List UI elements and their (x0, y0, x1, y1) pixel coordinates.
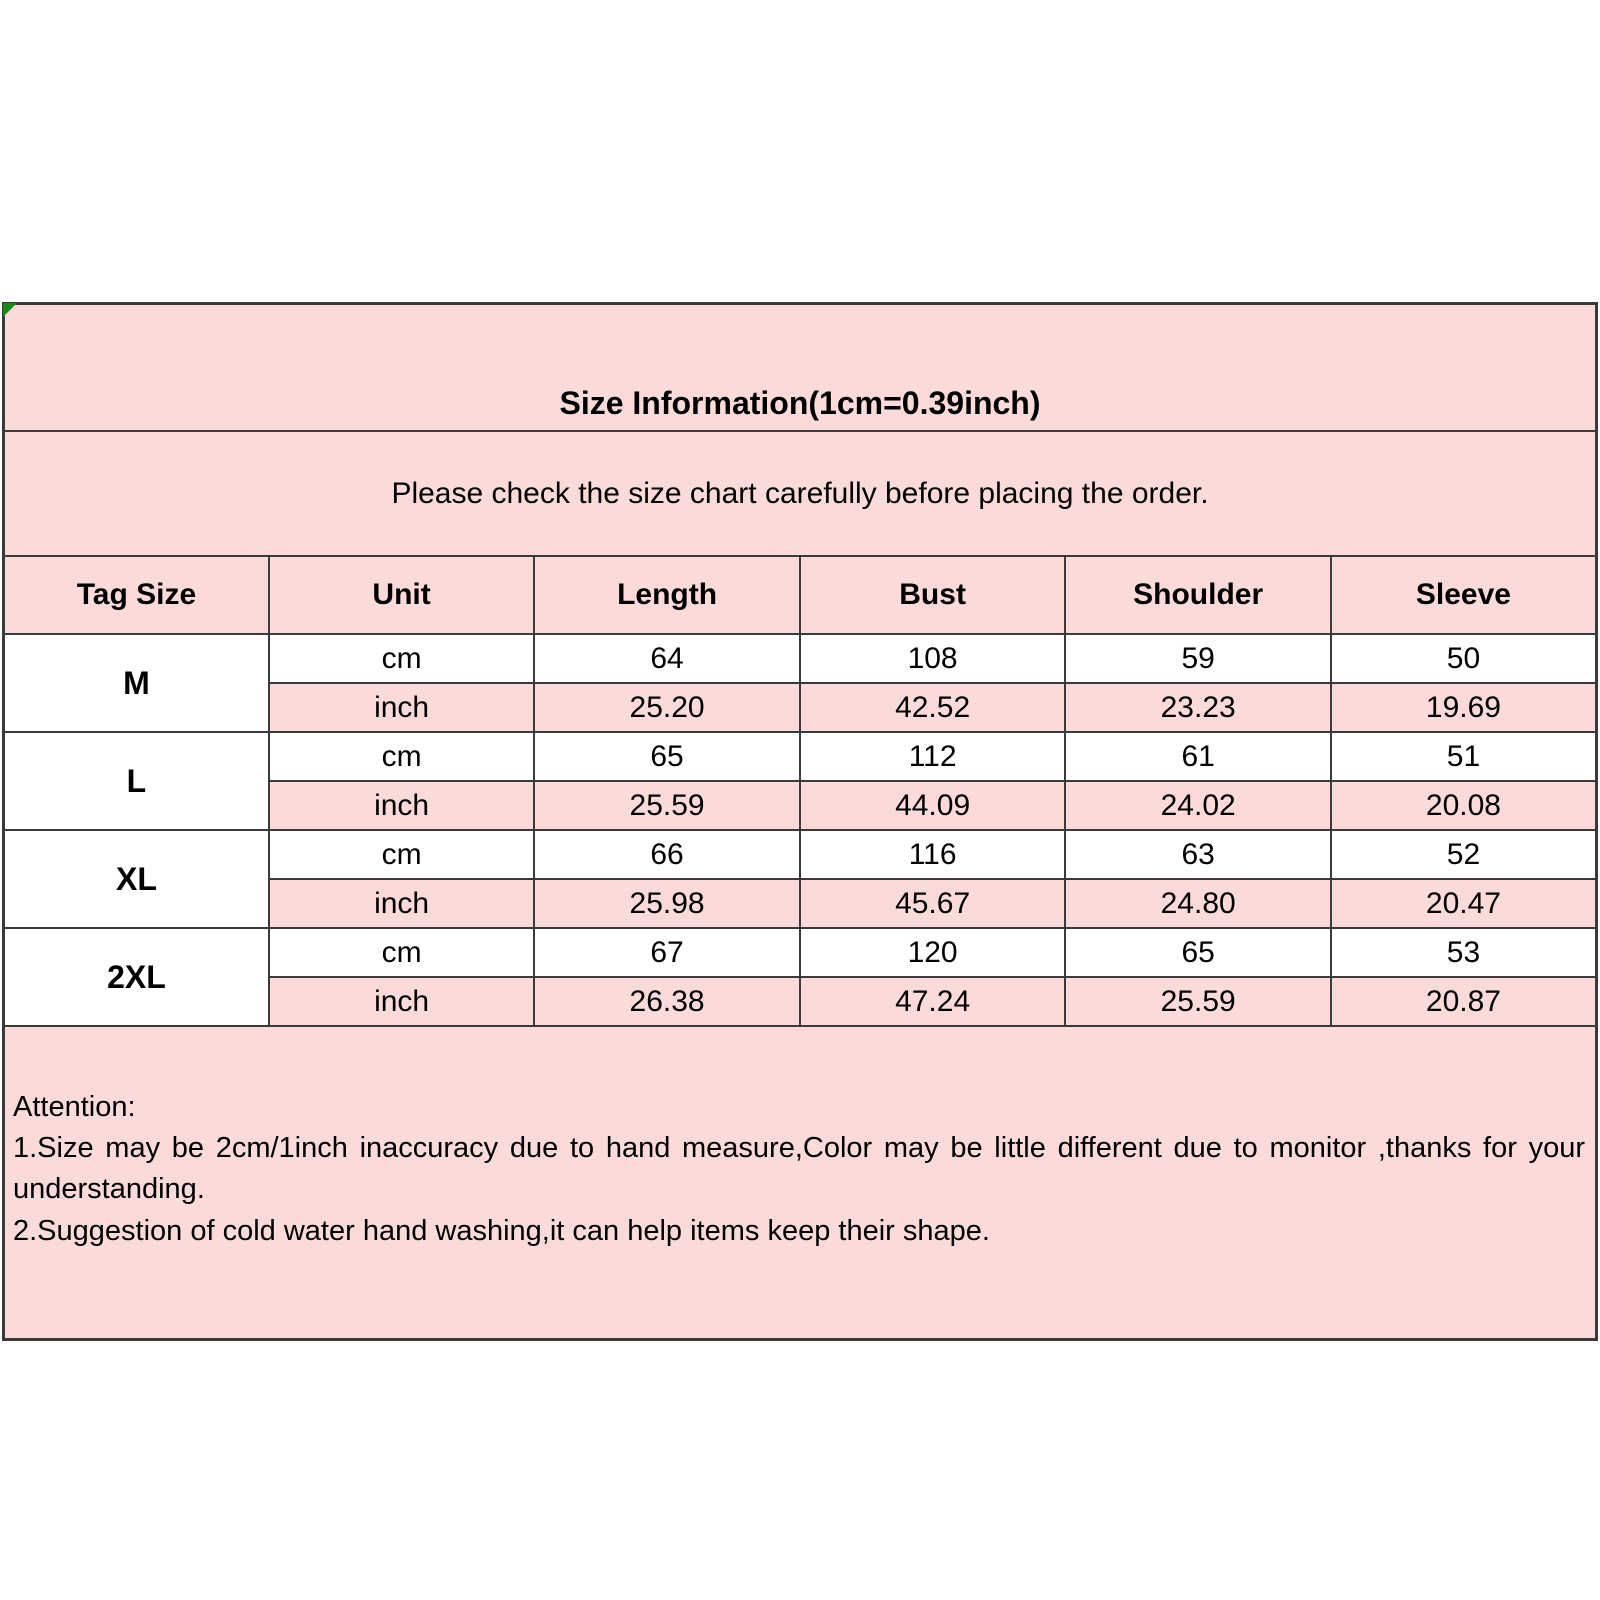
tag-size-cell: 2XL (4, 928, 269, 1026)
value-cell: 42.52 (800, 683, 1066, 732)
value-cell: 20.08 (1331, 781, 1597, 830)
value-cell: 24.80 (1065, 879, 1331, 928)
value-cell: 44.09 (800, 781, 1066, 830)
value-cell: 24.02 (1065, 781, 1331, 830)
unit-cell: cm (269, 634, 534, 683)
value-cell: 23.23 (1065, 683, 1331, 732)
attention-row (4, 1026, 1597, 1340)
tag-size-cell: M (4, 634, 269, 732)
unit-cell: cm (269, 928, 534, 977)
value-cell: 59 (1065, 634, 1331, 683)
value-cell: 116 (800, 830, 1066, 879)
value-cell: 20.87 (1331, 977, 1597, 1026)
value-cell: 66 (534, 830, 800, 879)
size-chart-container (2, 302, 1598, 1341)
header-row (4, 556, 1597, 634)
value-cell: 26.38 (534, 977, 800, 1026)
value-cell: 63 (1065, 830, 1331, 879)
value-cell: 112 (800, 732, 1066, 781)
value-cell: 47.24 (800, 977, 1066, 1026)
value-cell: 67 (534, 928, 800, 977)
tag-size-cell: L (4, 732, 269, 830)
subtitle-row (4, 431, 1597, 556)
value-cell: 25.59 (534, 781, 800, 830)
value-cell: 20.47 (1331, 879, 1597, 928)
chart-subtitle: Please check the size chart carefully before placing the order. (4, 431, 1597, 556)
attention-note-2: 2.Suggestion of cold water hand washing,it can help items keep their shape. (13, 1214, 990, 1247)
attention-heading: Attention: (13, 1091, 136, 1123)
table-row-2xl-cm (4, 928, 1597, 977)
unit-cell: cm (269, 732, 534, 781)
value-cell: 51 (1331, 732, 1597, 781)
excel-corner-marker-icon (3, 303, 17, 317)
table-row-l-cm (4, 732, 1597, 781)
value-cell: 108 (800, 634, 1066, 683)
table-row-m-cm (4, 634, 1597, 683)
value-cell: 25.98 (534, 879, 800, 928)
attention-block (4, 1026, 1597, 1340)
attention-note-1: 1.Size may be 2cm/1inch inaccuracy due to hand measure,Color may be little different due to monitor ,thanks for your understanding. (13, 1132, 1585, 1206)
value-cell: 53 (1331, 928, 1597, 977)
value-cell: 45.67 (800, 879, 1066, 928)
value-cell: 61 (1065, 732, 1331, 781)
value-cell: 50 (1331, 634, 1597, 683)
col-header-sleeve: Sleeve (1331, 556, 1597, 634)
chart-title: Size Information(1cm=0.39inch) (4, 304, 1597, 432)
unit-cell: inch (269, 879, 534, 928)
value-cell: 52 (1331, 830, 1597, 879)
value-cell: 25.59 (1065, 977, 1331, 1026)
col-header-unit: Unit (269, 556, 534, 634)
tag-size-cell: XL (4, 830, 269, 928)
value-cell: 25.20 (534, 683, 800, 732)
value-cell: 120 (800, 928, 1066, 977)
unit-cell: inch (269, 683, 534, 732)
col-header-length: Length (534, 556, 800, 634)
col-header-tag-size: Tag Size (4, 556, 269, 634)
value-cell: 65 (534, 732, 800, 781)
table-row-xl-cm (4, 830, 1597, 879)
unit-cell: inch (269, 781, 534, 830)
value-cell: 64 (534, 634, 800, 683)
value-cell: 65 (1065, 928, 1331, 977)
col-header-shoulder: Shoulder (1065, 556, 1331, 634)
col-header-bust: Bust (800, 556, 1066, 634)
unit-cell: cm (269, 830, 534, 879)
title-row (4, 304, 1597, 432)
value-cell: 19.69 (1331, 683, 1597, 732)
size-chart-table (2, 302, 1598, 1341)
unit-cell: inch (269, 977, 534, 1026)
